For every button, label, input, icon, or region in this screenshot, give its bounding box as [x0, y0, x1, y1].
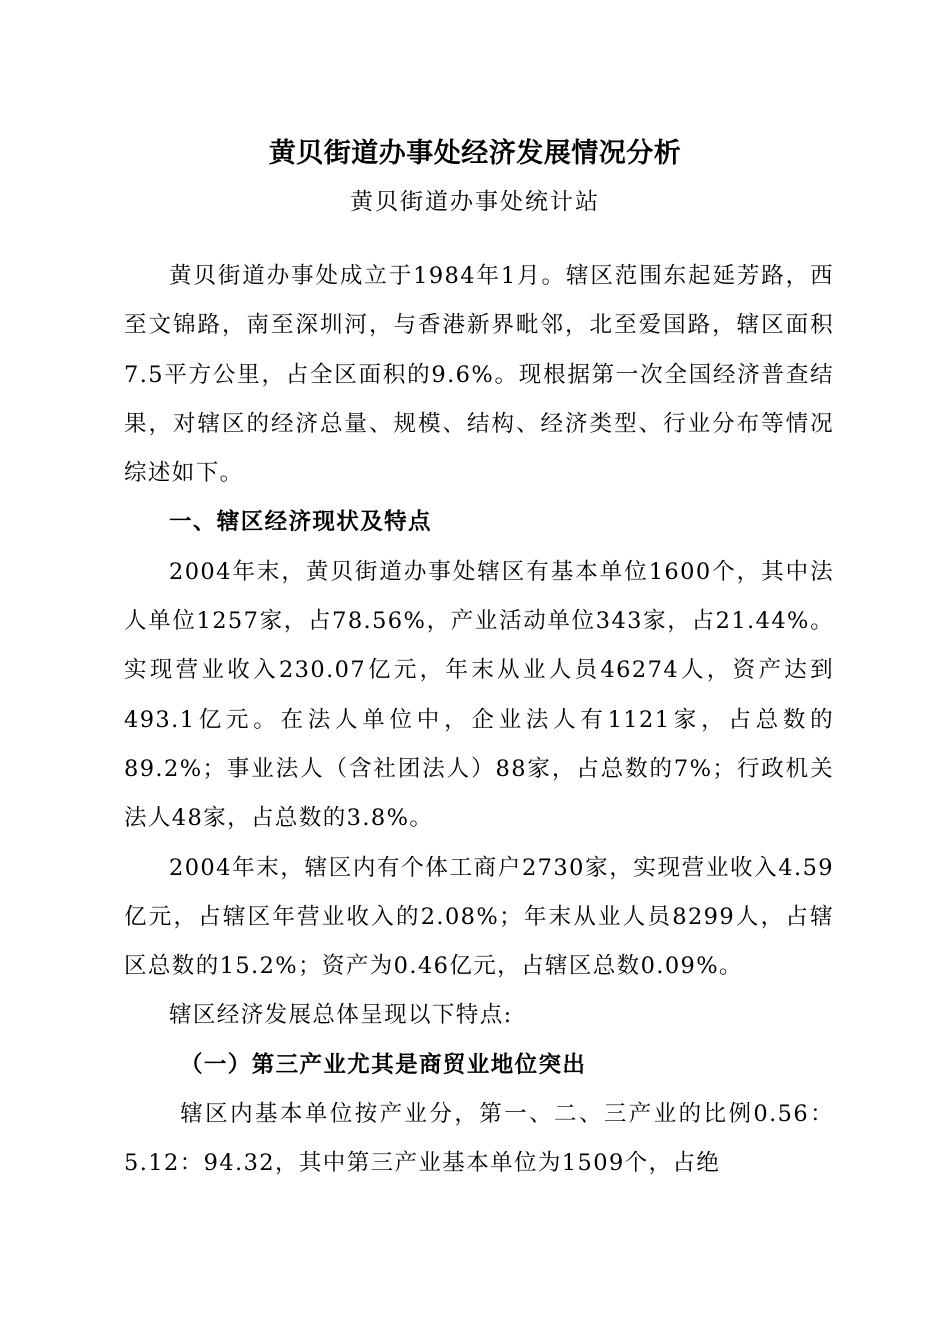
paragraph-section1-1: 2004年末，黄贝街道办事处辖区有基本单位1600个，其中法人单位1257家，占78.56%，产业活动单位343家，占21.44%。实现营业收入230.07亿元，年末从业人员46274人，资产达到493.1亿元。在法人单位中，企业法人有1121家，占总数的89.2%；事业法人（含社团法人）88家，占总数的7%；行政机关法人48家，占总数的3.8%。: [124, 558, 834, 832]
document-author: 黄贝街道办事处统计站: [350, 189, 600, 215]
subsection-heading-1: （一）第三产业尤其是商贸业地位突出: [180, 1051, 587, 1078]
paragraph-section1-3: 辖区经济发展总体呈现以下特点:: [169, 1002, 513, 1029]
paragraph-intro: 黄贝街道办事处成立于1984年1月。辖区范围东起延芳路，西至文锦路，南至深圳河，与香港新界毗邻，北至爱国路，辖区面积7.5平方公里，占全区面积的9.6%。现根据第一次全国经济普查结果，对辖区的经济总量、规模、结构、经济类型、行业分布等情况综述如下。: [124, 263, 834, 487]
document-title: 黄贝街道办事处经济发展情况分析: [268, 138, 682, 169]
document-body: [124, 252, 834, 1189]
paragraph-subsection1-1: 辖区内基本单位按产业分，第一、二、三产业的比例0.56：5.12：94.32，其中第三产业基本单位为1509个，占绝: [124, 1101, 834, 1177]
paragraph-section1-2: 2004年末，辖区内有个体工商户2730家，实现营业收入4.59亿元，占辖区年营业收入的2.08%；年末从业人员8299人，占辖区总数的15.2%；资产为0.46亿元，占辖区总数0.09%。: [124, 854, 834, 980]
section-heading-1: 一、辖区经济现状及特点: [169, 509, 432, 536]
